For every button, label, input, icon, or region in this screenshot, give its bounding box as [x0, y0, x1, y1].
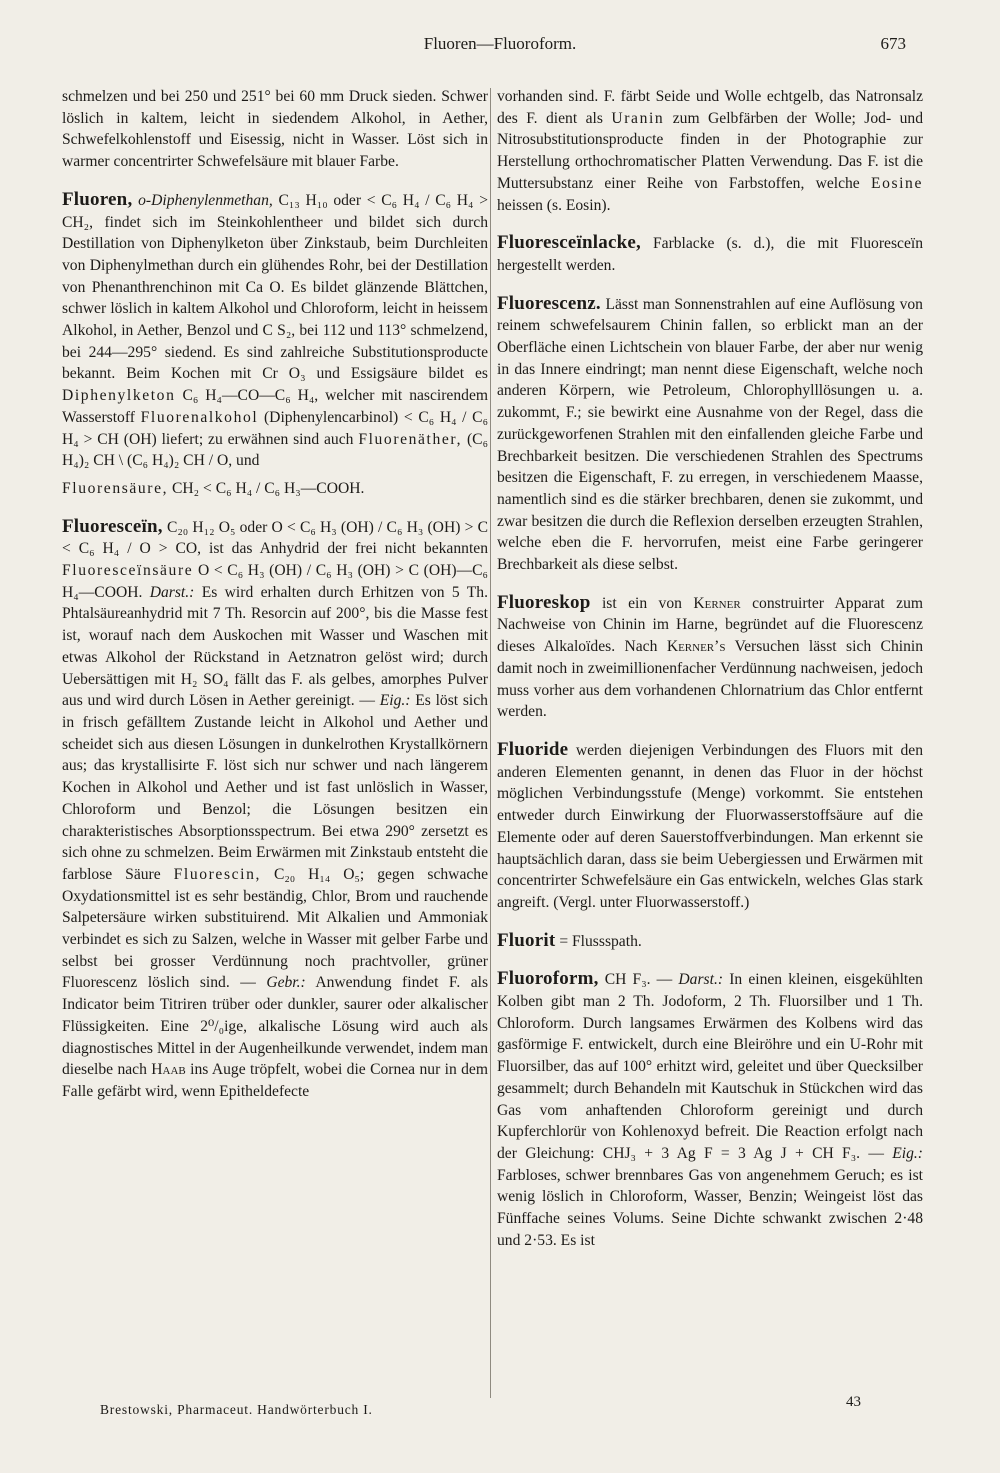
term-spaced: Uranin: [611, 109, 665, 127]
entry-text: findet sich im Steinkohlentheer und bildet sich durch Destillation von Diphenylketon über Zinkstaub, beim Durchleiten von Diphenylmethan durch ein glühendes Rohr, bei der Destillation von Phenanthrenchinon mit Ca O. Es bildet glänzende Blättchen, schwer löslich in kaltem Alkohol und Chloroform, leicht in heissem Alkohol, in Aether, Benzol und C S₂, bei 112 und 113° schmelzend, bei 244—295° siedend. Es sind zahlreiche Substitutionsproducte bekannt. Beim Kochen mit Cr O₃ und Essigsäure bildet es: [62, 213, 488, 383]
entry-heading: Fluoride: [497, 738, 569, 760]
paragraph-continuation: [497, 86, 923, 216]
entry-text: Farblacke (s. d.), die mit Fluoresceïn hergestellt werden.: [497, 235, 923, 274]
imprint-line: Brestowski, Pharmaceut. Handwörterbuch I.: [100, 1402, 373, 1417]
entry-text: C₂₀ H₁₄ O₅; gegen schwache Oxydationsmittel ist es sehr beständig, Chlor, Brom und rauchende Salpetersäure wirken substituirend. Mit Alkalien und Ammoniak verbindet es sich zu Salzen, welche in Wasser mit gelber Farbe und selbst bei grosser Verdünnung noch prachtvoller, grüner Fluorescenz löslich sind. —: [62, 865, 488, 992]
entry-text: vorhanden sind. F. färbt Seide und Wolle echtgelb, das Natronsalz des F. dient als: [497, 88, 923, 127]
entry-heading: Fluoreskop: [497, 591, 591, 613]
entry-text: heissen (s. Eosin).: [497, 196, 611, 214]
paragraph-continuation: schmelzen und bei 250 und 251° bei 60 mm Druck sieden. Schwer löslich in kaltem, leicht in siedendem Alkohol, in Aether, Schwefelkohlenstoff und Eisessig, nicht in Wasser. Löst sich in warmer concentrirter Schwefelsäure mit blauer Farbe.: [62, 88, 488, 171]
term-spaced: Fluorenalkohol: [140, 408, 259, 426]
structural-formula: CH₂ < C₆ H₄ / C₆ H₃—COOH.: [172, 479, 365, 497]
author-name: Kerner: [693, 594, 741, 612]
term-spaced: Fluorenäther,: [358, 430, 463, 448]
page-number: 673: [880, 34, 906, 53]
entry-heading: Fluorescenz.: [497, 292, 601, 314]
chemical-formula: C₂₀ H₁₂ O₅ oder: [166, 518, 268, 536]
label-eig: Eig.:: [892, 1144, 923, 1162]
left-column: [62, 86, 488, 1396]
entry-fluorescein: [62, 516, 488, 1103]
entry-text: zum Gelbfärben der Wolle; Jod- und Nitrosubstitutionsproducte finden in der Photographie zur Herstellung orthochromatischer Platten Verwendung. Das F. ist die Muttersubstanz einer Reihe von Farbstoffen, welche: [497, 109, 923, 192]
entry-heading: Fluorit: [497, 929, 556, 951]
author-name: Kerner’s: [666, 638, 726, 656]
entry-text: Farbloses, schwer brennbares Gas von angenehmem Geruch; es ist wenig löslich in Chloroform, Wasser, Benzin; Weingeist löst das Fünffache seines Volums. Seine Dichte schwankt zwischen 2·48 und 2·53. Es ist: [497, 1166, 923, 1249]
entry-fluoresceinlacke: [497, 232, 923, 276]
synonym: o-Diphenylenmethan,: [138, 191, 273, 209]
label-gebr: Gebr.:: [266, 974, 306, 992]
entry-text: Versuchen lässt sich Chinin damit noch in zweimillionenfacher Verdünnung nachweisen, jedoch muss vorher aus dem vorhandenen Chlornatrium das Chlor entfernt werden.: [497, 638, 923, 721]
structural-formula: < C₆ H₄ / C₆ H₄ > CH₂,: [62, 191, 488, 231]
entry-text: ins Auge tröpfelt, wobei die Cornea nur in dem Falle gefärbt wird, wenn Epitheldefecte: [62, 1061, 488, 1100]
entry-text: der frei nicht bekannten: [327, 540, 488, 558]
chemical-formula: C₁₃ H₁₀ oder: [278, 191, 362, 209]
author-name: Haab: [151, 1061, 186, 1079]
entry-text: Es löst sich in frisch gefälltem Zustande leicht in Alkohol und Aether und scheidet sich aus diesen Lösungen in dunkelrothen Krystallkörnern aus; das krystallisirte F. löst sich nur schwer und nach längerem Kochen in Alkohol und Aether und ist fast unlöslich in Wasser, Chloroform und Benzol; die Lösungen besitzen ein charakteristisches Absorptionsspectrum. Bei etwa 290° zersetzt es sich ohne zu schmelzen. Beim Erwärmen mit Zinkstaub entsteht die farblose Säure: [62, 692, 488, 883]
term-spaced: Fluorensäure,: [62, 479, 169, 497]
term-spaced: Diphenylketon: [62, 387, 176, 405]
right-column: [497, 86, 923, 1396]
entry-text: Lässt man Sonnenstrahlen auf eine Auflösung von reinem schwefelsaurem Chinin fallen, so erblickt man an der Oberfläche einen Lichtschein von blauer Farbe, der aber nur wenig in das Innere eindringt; man nennt diese Eigenschaft, welche noch anderen Körpern, wie Petroleum, Chlorophylllösungen u. a. zukommt, F.; sie bewirkt eine Ausnahme von der Regel, dass die zurückgeworfenen Strahlen mit den einfallenden gleiche Farbe und Brechbarkeit besitzen. Die verschiedenen Strahlen des Spectrums besitzen die Eigenschaft, F. zu erregen, in verschiedenem Maasse, namentlich sind es die stärker brechbaren, denen sie zukommt, und zwar besitzen die durch die Reflexion derselben erzeugten Strahlen, welche eben die F. hervorrufen, meist eine Farbe geringerer Brechbarkeit als diese selbst.: [497, 295, 923, 574]
entry-text: (Diphenylencarbinol) < C₆ H₄ / C₆ H₄ > CH (OH) liefert; zu erwähnen sind auch: [62, 408, 488, 448]
structural-formula: O < C₆ H₃ (OH) / C₆ H₃ (OH) > C < C₆ H₄ / O > CO, ist das Anhydrid: [62, 518, 488, 558]
running-title: Fluoren—Fluoroform.: [423, 34, 577, 53]
chemical-formula: CH F₃. —: [604, 971, 673, 989]
label-darst: Darst.:: [149, 583, 195, 601]
entry-text: In einen kleinen, eisgekühlten Kolben gibt man 2 Th. Jodoform, 2 Th. Fluorsilber und 1 Th. Chloroform. Durch langsames Erwärmen des Kolbens wird das gasförmige F. entwickelt, durch eine Bleiröhre und ein U-Rohr mit Fluorsilber, das auf 100° erhitzt wird, geleitet und über Quecksilber gesammelt; durch Behandeln mit Kautschuk in Stückchen wird das Gas vom anhaftenden Chloroform gereinigt und durch Kupferchlorür von Kohlenoxyd befreit. Die Reaction erfolgt nach der Gleichung: CHJ₃ + 3 Ag F = 3 Ag J + CH F₃. —: [497, 971, 923, 1162]
entry-text: werden diejenigen Verbindungen des Fluors mit den anderen Elementen genannt, in denen das Fluor in der höchst möglichen Verbindungsstufe (Menge) vorkommt. Sie entstehen entweder durch Einwirkung der Fluorwasserstoffsäure auf die Elemente oder auf deren Sauerstoffverbindungen. Man erkennt sie hauptsächlich daran, dass sie beim Uebergiessen und Erwärmen mit concentrirter Schwefelsäure ein Gas entwickeln, welches Glas stark angreift. (Vergl. unter Fluorwasserstoff.): [497, 741, 923, 911]
term-spaced: Fluoresceïnsäure: [62, 562, 194, 580]
formula-line: [62, 478, 488, 500]
entry-text: = Flussspath.: [559, 932, 642, 950]
term-spaced: Eosine: [870, 174, 923, 192]
structural-formula: O < C₆ H₃ (OH) / C₆ H₃ (OH) > C (OH)—C₆ H₄—COOH.: [62, 562, 488, 601]
entry-fluoroform: [497, 968, 923, 1251]
entry-heading: Fluoroform,: [497, 968, 599, 990]
label-eig: Eig.:: [379, 692, 411, 710]
entry-fluoreskop: [497, 592, 923, 723]
entry-text: ist ein von: [601, 594, 682, 612]
entry-text: Anwendung findet F. als Indicator beim Titriren trüber oder dunkler, saurer oder alkalischer Flüssigkeiten. Eine 2⁰/₀ige, alkalische Lösung wird auch als diagnostisches Mittel in der Augenheilkunde verwendet, indem man dieselbe nach: [62, 974, 488, 1079]
entry-heading: Fluoresceïnlacke,: [497, 232, 641, 254]
structural-formula: (C₆ H₄)₂ CH \ (C₆ H₄)₂ CH / O, und: [62, 430, 488, 470]
column-divider: [490, 88, 491, 1398]
entry-fluoride: [497, 739, 923, 914]
term-spaced: Fluorescin,: [173, 865, 261, 883]
entry-text: C₆ H₄—CO—C₆ H₄, welcher mit nascirendem Wasserstoff: [62, 387, 488, 426]
entry-fluorit: [497, 930, 923, 953]
entry-text: Es wird erhalten durch Erhitzen von 5 Th. Phtalsäureanhydrid mit 7 Th. Resorcin auf 200°, bis die Masse fest ist, worauf nach dem Auskochen mit Wasser und Waschen mit etwas Alkohol der Rückstand in Aetznatron gelöst wird; durch Uebersättigen mit H₂ SO₄ fällt das F. als gelbes, amorphes Pulver aus und wird durch Lösen in Aether gereinigt. —: [62, 583, 488, 710]
label-darst: Darst.:: [678, 971, 724, 989]
entry-text: construirter Apparat zum Nachweise von Chinin im Harne, begründet auf die Fluorescenz dieses Alkaloïdes. Nach: [497, 594, 923, 656]
entry-fluorescenz: [497, 293, 923, 576]
entry-heading: Fluoren,: [62, 188, 133, 210]
entry-heading: Fluoresceïn,: [62, 515, 163, 537]
entry-fluoren: [62, 189, 488, 472]
running-head: [60, 34, 940, 62]
signature-mark: 43: [846, 1394, 861, 1410]
